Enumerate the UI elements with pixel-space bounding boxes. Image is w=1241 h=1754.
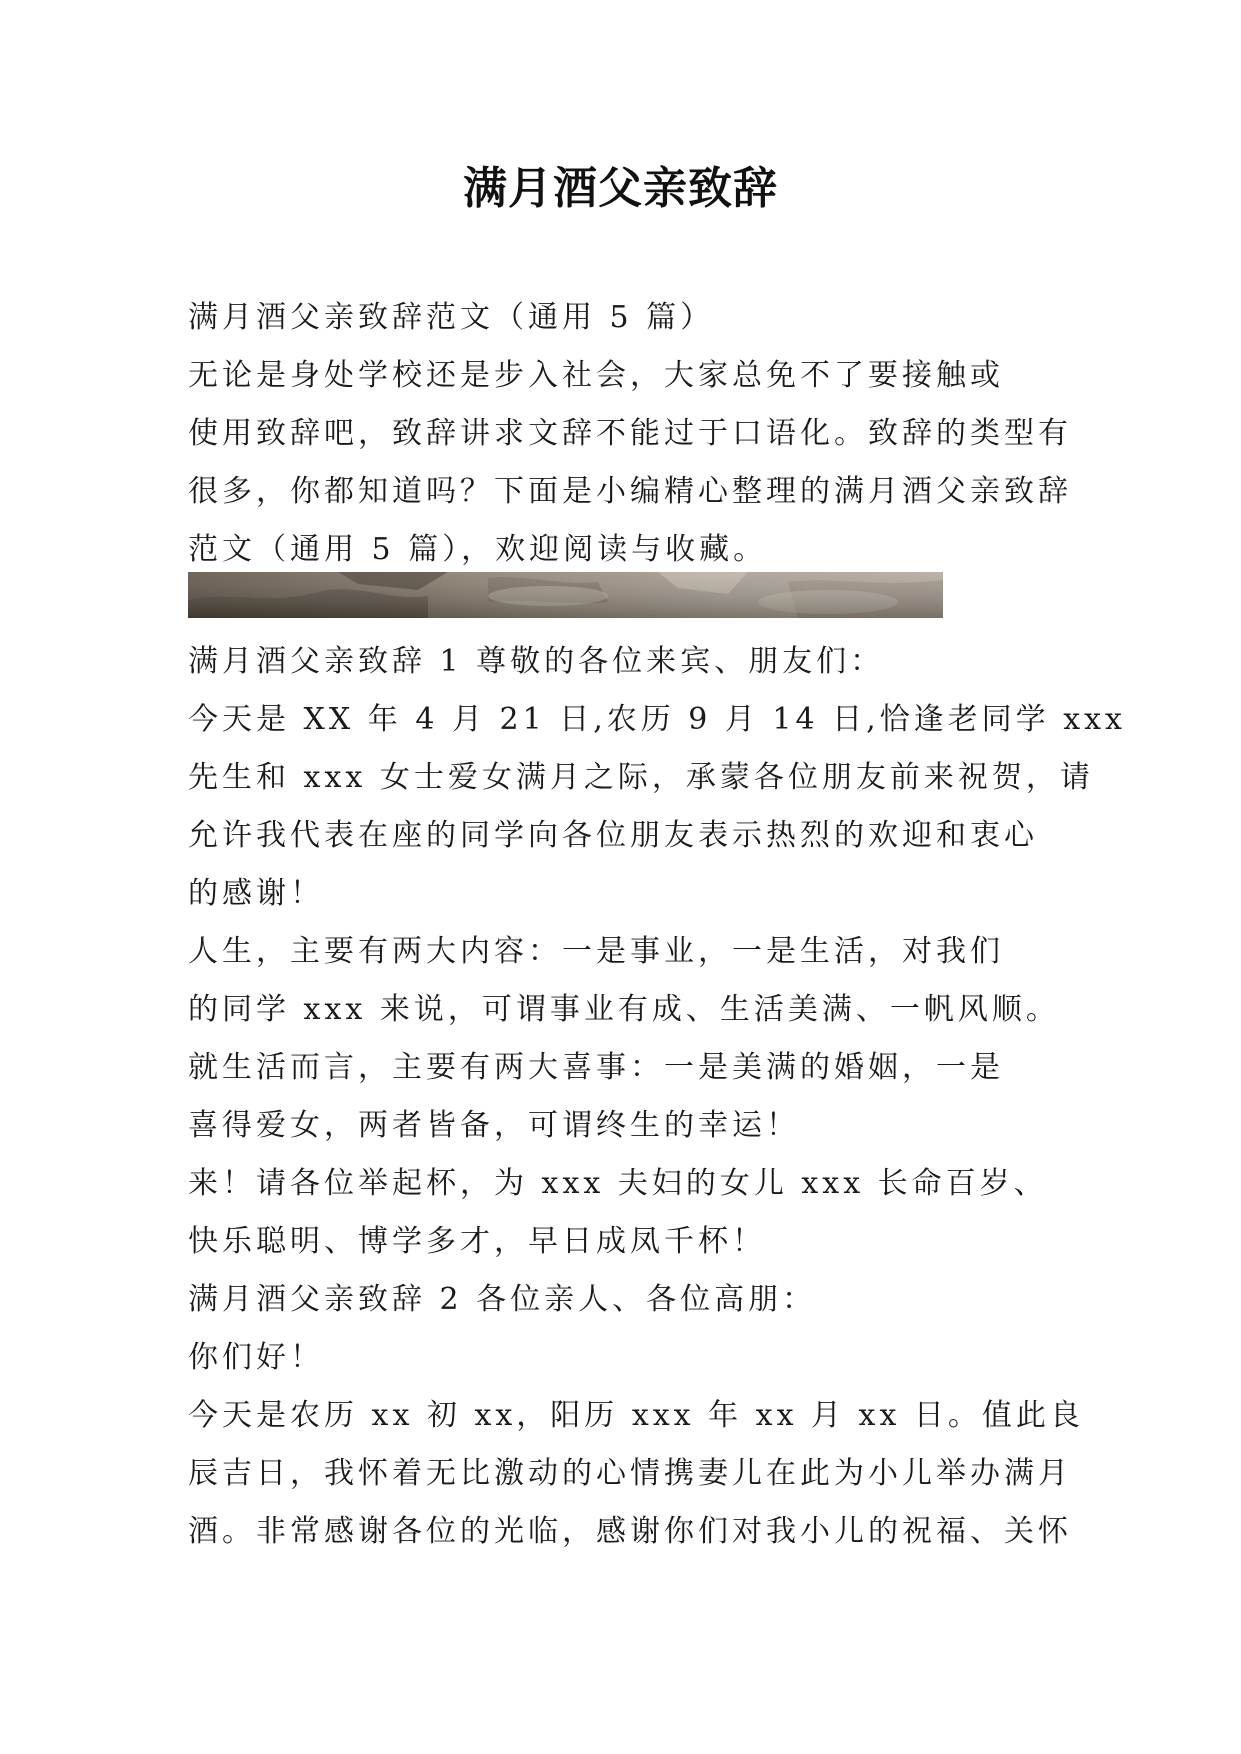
- subtitle-line: 满月酒父亲致辞范文（通用 5 篇）: [188, 300, 715, 335]
- body-line: 使用致辞吧，致辞讲求文辞不能过于口语化。致辞的类型有: [188, 416, 1072, 451]
- document-title: 满月酒父亲致辞: [463, 163, 778, 214]
- body-line: 今天是 XX 年 4 月 21 日,农历 9 月 14 日,恰逢老同学 xxx: [188, 702, 1126, 737]
- body-line: 来！请各位举起杯，为 xxx 夫妇的女儿 xxx 长命百岁、: [188, 1166, 1048, 1201]
- body-line: 辰吉日，我怀着无比激动的心情携妻儿在此为小儿举办满月: [188, 1456, 1072, 1491]
- photo-strip-graphic: [188, 572, 943, 618]
- section-heading-line: 满月酒父亲致辞 1 尊敬的各位来宾、朋友们：: [188, 644, 885, 679]
- body-line: 就生活而言，主要有两大喜事：一是美满的婚姻，一是: [188, 1050, 1004, 1085]
- body-line: 先生和 xxx 女士爱女满月之际，承蒙各位朋友前来祝贺，请: [188, 760, 1094, 795]
- photo-strip-image: [188, 572, 943, 618]
- body-line: 酒。非常感谢各位的光临，感谢你们对我小儿的祝福、关怀: [188, 1514, 1072, 1549]
- body-line: 范文（通用 5 篇），欢迎阅读与收藏。: [188, 532, 768, 567]
- body-line: 快乐聪明、博学多才，早日成凤千杯！: [188, 1224, 766, 1259]
- body-line: 很多，你都知道吗？下面是小编精心整理的满月酒父亲致辞: [188, 474, 1072, 509]
- body-line: 的感谢！: [188, 876, 324, 911]
- body-line: 你们好！: [188, 1340, 324, 1375]
- body-line: 允许我代表在座的同学向各位朋友表示热烈的欢迎和衷心: [188, 818, 1038, 853]
- body-line: 今天是农历 xx 初 xx，阳历 xxx 年 xx 月 xx 日。值此良: [188, 1398, 1084, 1433]
- body-line: 无论是身处学校还是步入社会，大家总免不了要接触或: [188, 358, 1004, 393]
- body-line: 的同学 xxx 来说，可谓事业有成、生活美满、一帆风顺。: [188, 992, 1060, 1027]
- body-line: 人生，主要有两大内容：一是事业，一是生活，对我们: [188, 934, 1004, 969]
- body-line: 喜得爱女，两者皆备，可谓终生的幸运！: [188, 1108, 800, 1143]
- section-heading-line: 满月酒父亲致辞 2 各位亲人、各位高朋：: [188, 1282, 817, 1317]
